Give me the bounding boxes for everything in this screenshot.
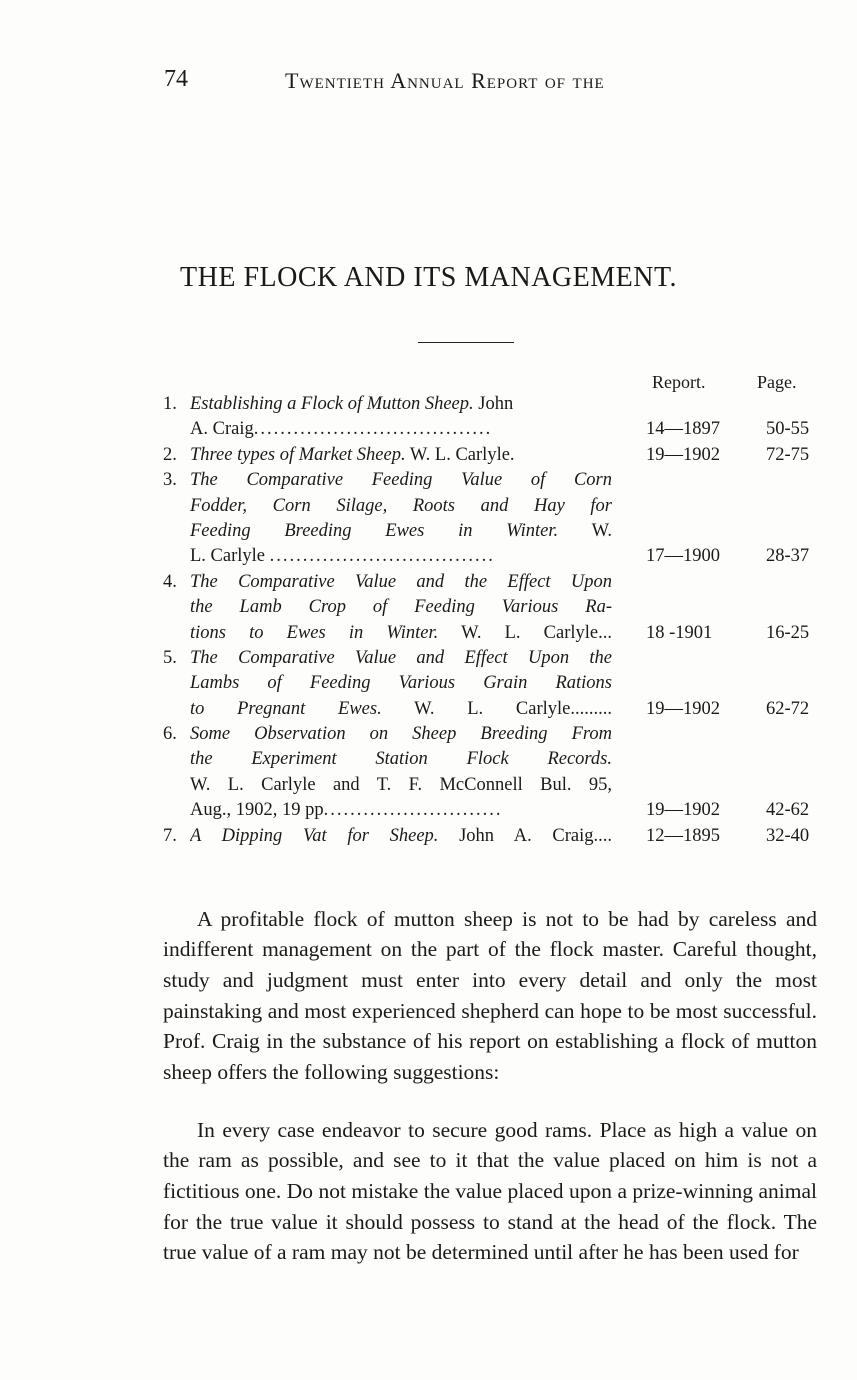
entry-text — [190, 621, 612, 646]
page-ref: 28-37 — [766, 546, 810, 567]
section-title: THE FLOCK AND ITS MANAGEMENT. — [180, 262, 677, 293]
entry-text — [190, 671, 612, 696]
entry-title: to Pregnant Ewes. — [190, 698, 382, 719]
entry-line — [0, 443, 857, 468]
entry-line — [0, 494, 857, 519]
entry-title: the Experiment Station Flock Records. — [190, 749, 612, 770]
entry-text — [190, 747, 612, 772]
entry-line — [0, 722, 857, 747]
entry-title: Fodder, Corn Silage, Roots and Hay for — [190, 495, 612, 516]
entry-line — [0, 417, 857, 442]
bibliography-entry — [0, 646, 857, 722]
entry-text — [190, 392, 612, 417]
page-number: 74 — [164, 66, 188, 92]
entry-line — [0, 595, 857, 620]
report-ref: 14—1897 — [646, 419, 720, 440]
entry-line — [0, 671, 857, 696]
entry-text — [190, 468, 612, 493]
page-ref: 32-40 — [766, 825, 810, 846]
running-header: Twentieth Annual Report of the — [285, 68, 605, 93]
entry-number: 2. — [163, 444, 177, 465]
entry-title: The Comparative Value and the Effect Upon — [190, 571, 612, 592]
entry-line — [0, 570, 857, 595]
dot-leader: ........................... — [323, 800, 503, 821]
entry-text — [190, 773, 612, 798]
entry-number: 3. — [163, 470, 177, 491]
entry-number: 6. — [163, 724, 177, 745]
entry-line — [0, 392, 857, 417]
entry-line — [0, 468, 857, 493]
entry-line — [0, 519, 857, 544]
entry-author: L. Carlyle — [190, 546, 270, 567]
entry-line — [0, 824, 857, 849]
entry-title: Lambs of Feeding Various Grain Rations — [190, 673, 612, 694]
dot-leader: .................................... — [253, 419, 493, 440]
entry-author: W. — [558, 520, 612, 541]
body-paragraph: A profitable flock of mutton sheep is not to be had by careless and indifferent management on the part of the flock master. Careful thought, study and judgment must enter into every detail and only the most painstaking and most experienced shepherd can hope to be most successful. Prof. Craig in the substance of his report on establishing a flock of mutton sheep offers the following suggestions: — [163, 906, 817, 1085]
entry-number: 1. — [163, 394, 177, 414]
entry-line — [0, 544, 857, 569]
report-ref: 12—1895 — [646, 825, 720, 846]
entry-title: Establishing a Flock of Mutton Sheep. — [190, 394, 474, 414]
entry-author: W. L. Carlyle... — [438, 622, 612, 643]
entry-title: A Dipping Vat for Sheep. — [190, 825, 439, 846]
entry-line — [0, 773, 857, 798]
entry-line — [0, 798, 857, 823]
entry-title: tions to Ewes in Winter. — [190, 622, 439, 643]
entry-number: 4. — [163, 571, 177, 592]
bibliography-entry — [0, 570, 857, 646]
bibliography-entry — [0, 722, 857, 824]
entry-text — [190, 544, 612, 569]
entry-line — [0, 747, 857, 772]
page-ref: 16-25 — [766, 622, 810, 643]
entry-title: the Lamb Crop of Feeding Various Ra- — [190, 597, 612, 618]
bibliography-entry — [0, 824, 857, 849]
entry-author: Aug., 1902, 19 pp — [190, 800, 324, 821]
page-ref: 42-62 — [766, 800, 810, 821]
entry-text — [190, 443, 612, 468]
page-ref: 50-55 — [766, 419, 810, 440]
dot-leader: .................................. — [269, 546, 495, 567]
entry-line — [0, 697, 857, 722]
entry-title: Some Observation on Sheep Breeding From — [190, 724, 612, 745]
bibliography-entry — [0, 392, 857, 443]
entry-text — [190, 722, 612, 747]
entry-text — [190, 824, 612, 849]
entry-text — [190, 519, 612, 544]
column-header-page: Page. — [757, 372, 797, 392]
entry-author: W. L. Carlyle......... — [381, 698, 612, 719]
bibliography-entry — [0, 468, 857, 570]
report-ref: 19—1902 — [646, 698, 720, 719]
column-header-report: Report. — [652, 372, 706, 392]
entry-text — [190, 798, 612, 823]
bibliography-entry — [0, 443, 857, 468]
page-ref: 62-72 — [766, 698, 810, 719]
body-paragraph: In every case endeavor to secure good rams. Place as high a value on the ram as possible, and see to it that the value placed on him is not a fictitious one. Do not mistake the value placed upon a prize-winning animal for the true value it should possess to stand at the head of the flock. The true value of a ram may not be determined until after he has been used for — [163, 1117, 817, 1265]
entry-author: W. L. Carlyle and T. F. McConnell Bul. 95, — [190, 774, 612, 795]
report-ref: 19—1902 — [646, 800, 720, 821]
title-divider — [418, 342, 514, 343]
bibliography-list — [0, 392, 857, 849]
entry-title: Three types of Market Sheep. — [190, 444, 406, 465]
entry-author: A. Craig — [190, 419, 254, 440]
entry-author: John A. Craig.... — [438, 825, 612, 846]
entry-number: 7. — [163, 825, 177, 846]
entry-text — [190, 646, 612, 671]
entry-text — [190, 494, 612, 519]
report-ref: 19—1902 — [646, 444, 720, 465]
entry-title: The Comparative Feeding Value of Corn — [190, 470, 612, 491]
entry-number: 5. — [163, 647, 177, 668]
entry-author: W. L. Carlyle. — [405, 444, 515, 465]
report-ref: 17—1900 — [646, 546, 720, 567]
entry-title: The Comparative Value and Effect Upon the — [190, 647, 612, 668]
entry-text — [190, 697, 612, 722]
page-ref: 72-75 — [766, 444, 810, 465]
entry-title: Feeding Breeding Ewes in Winter. — [190, 520, 559, 541]
entry-author: John — [473, 394, 514, 414]
report-ref: 18 -1901 — [646, 622, 713, 643]
entry-text — [190, 570, 612, 595]
entry-text — [190, 417, 612, 442]
entry-line — [0, 646, 857, 671]
entry-text — [190, 595, 612, 620]
entry-line — [0, 621, 857, 646]
